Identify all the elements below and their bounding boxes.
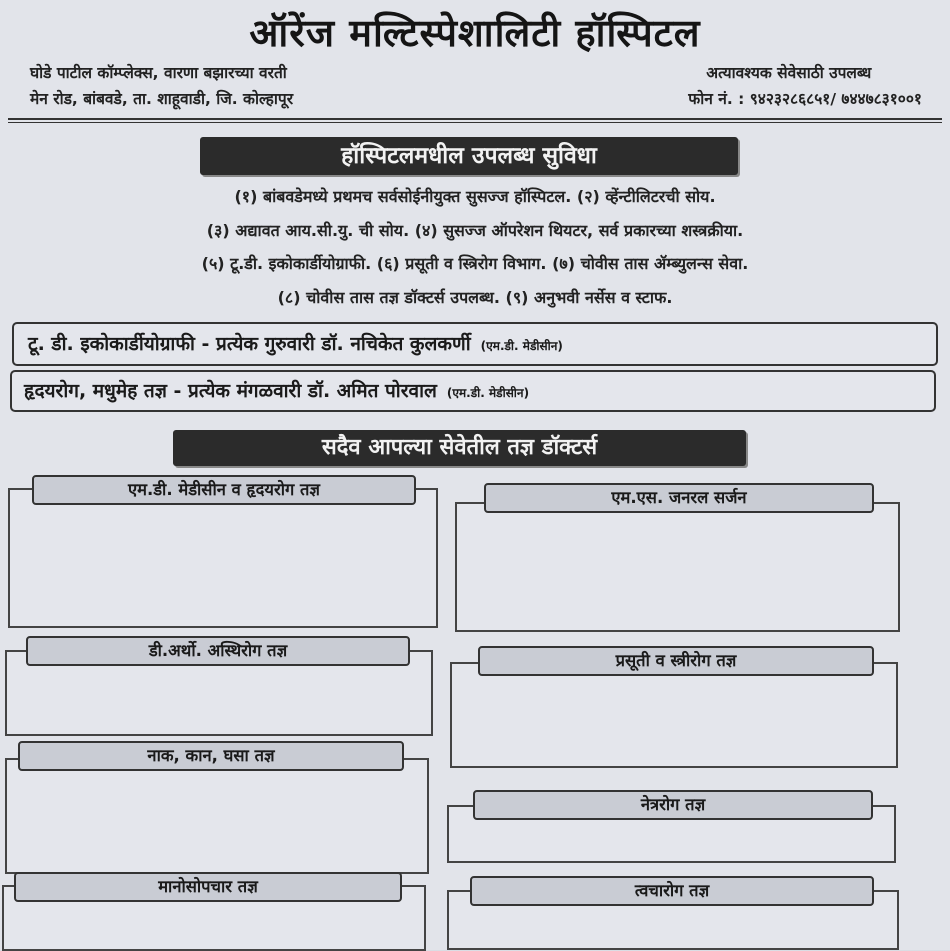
facility-line: (१) बांबवडेमध्ये प्रथमच सर्वसोईनीयुक्त सुसज्ज हॉस्पिटल. (२) व्हेंन्टीलिटरची सोय. — [234, 187, 716, 206]
section-title-ortho: डी.अर्थो. अस्थिरोग तज्ञ — [26, 636, 410, 666]
section-title-surgeon: एम.एस. जनरल सर्जन — [484, 483, 874, 513]
contact — [688, 60, 922, 112]
special-service-echo — [12, 322, 938, 366]
section-box — [5, 758, 429, 874]
divider — [8, 118, 942, 120]
section-box — [455, 502, 900, 632]
facility-line: (८) चोवीस तास तज्ञ डॉक्टर्स उपलब्ध. (९) अनुभवी नर्सेस व स्टाफ. — [277, 287, 673, 307]
special-service-text: हृदयरोग, मधुमेह तज्ञ - प्रत्येक मंगळवारी डॉ. अमित पोरवाल — [24, 380, 437, 402]
qualification: (एम.डी. मेडीसीन) — [446, 386, 530, 400]
phone-number: फोन नं. : ९४२३२८६८५१/ ७४४७८३१००१ — [688, 90, 922, 108]
section-title-psychiatry: मानोसोपचार तज्ञ — [14, 872, 402, 902]
section-title-skin: त्वचारोग तज्ञ — [470, 876, 874, 906]
divider — [8, 122, 942, 123]
section-title-gynaec: प्रसूती व स्त्रीरोग तज्ञ — [478, 646, 874, 676]
doctors-heading: सदैव आपल्या सेवेतील तज्ञ डॉक्टर्स — [173, 430, 746, 466]
emergency-text: अत्यावश्यक सेवेसाठी उपलब्ध — [706, 64, 872, 82]
facilities-list — [10, 180, 940, 314]
section-box — [450, 662, 898, 768]
special-service-text: टू. डी. इकोकार्डीयोग्राफी - प्रत्येक गुरुवारी डॉ. नचिकेत कुलकर्णी — [28, 333, 471, 355]
facility-line: (५) टू.डी. इकोकार्डीयोग्राफी. (६) प्रसूती व स्त्रिरोग विभाग. (७) चोवीस तास ॲम्ब्युलन्स सेवा. — [201, 254, 749, 273]
section-title-medicine: एम.डी. मेडीसीन व हृदयरोग तज्ञ — [32, 475, 416, 505]
section-title-ent: नाक, कान, घसा तज्ञ — [18, 741, 404, 771]
facility-line: (३) अद्यावत आय.सी.यु. ची सोय. (४) सुसज्ज ऑपरेशन थियटर, सर्व प्रकारच्या शस्त्रक्रीया. — [206, 220, 744, 240]
address-line-1: घोडे पाटील कॉम्प्लेक्स, वारणा बझारच्या वरती — [30, 64, 287, 82]
special-service-cardio — [10, 370, 936, 412]
section-title-eye: नेत्ररोग तज्ञ — [473, 790, 873, 820]
address-line-2: मेन रोड, बांबवडे, ता. शाहूवाडी, जि. कोल्हापूर — [30, 90, 294, 108]
qualification: (एम.डी. मेडीसीन) — [480, 339, 563, 353]
hospital-title: ऑरेंज मल्टिस्पेशालिटी हॉस्पिटल — [249, 11, 701, 55]
section-box — [8, 488, 438, 628]
facilities-heading: हॉस्पिटलमधील उपलब्ध सुविधा — [200, 137, 738, 175]
address — [30, 60, 293, 112]
